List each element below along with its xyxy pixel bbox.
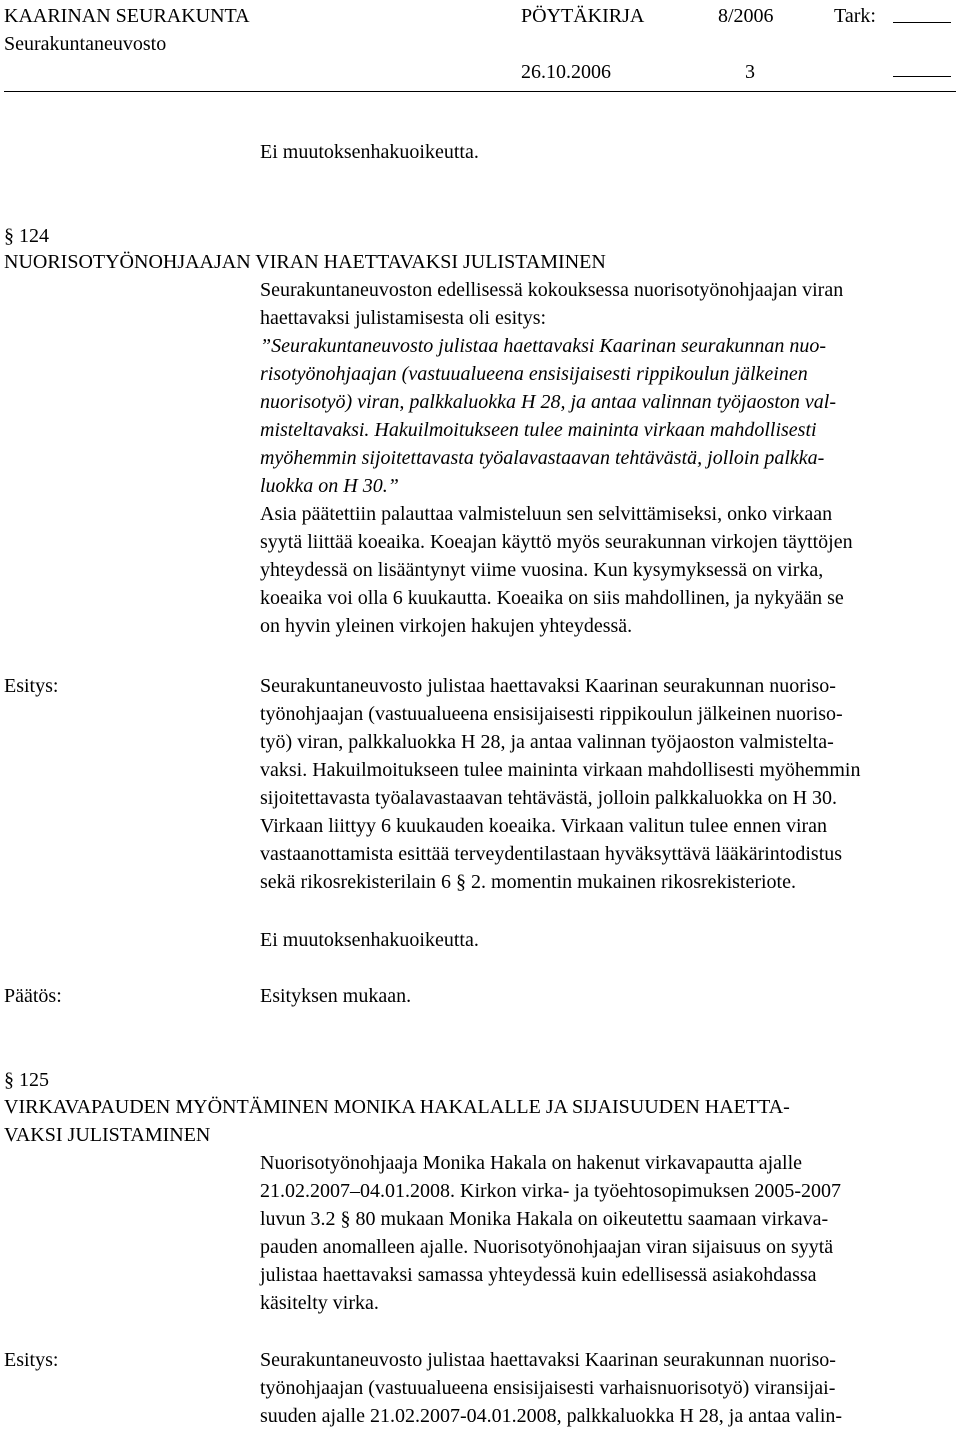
body-name: Seurakuntaneuvosto (4, 33, 167, 55)
text-line: ”Seurakuntaneuvosto julistaa haettavaksi Kaarinan seurakunnan nuo- (260, 335, 827, 357)
proposal-paragraph (260, 1346, 960, 1430)
text-line: Seurakuntaneuvosto julistaa haettavaksi Kaarinan seurakunnan nuoriso- (260, 1349, 836, 1371)
text-line: vastaanottamista esittää terveydentilastaan hyväksyttävä lääkärintodistus (260, 843, 843, 865)
no-appeal-note: Ei muutoksenhakuoikeutta. (260, 929, 479, 951)
no-appeal-note-top: Ei muutoksenhakuoikeutta. (260, 141, 479, 163)
check-label: Tark: (834, 5, 876, 27)
text-line: käsitelty virka. (260, 1292, 379, 1314)
text-line: koeaika voi olla 6 kuukautta. Koeaika on siis mahdollinen, ja nykyään se (260, 587, 844, 609)
text-line: sijoitettavasta työalavastaavan tehtävästä, jolloin palkkaluokka on H 30. (260, 787, 838, 809)
text-line: työnohjaajan (vastuualueena ensisijaisesti varhaisnuorisotyö) viransijai- (260, 1377, 836, 1399)
section-number: § 125 (4, 1069, 49, 1091)
text-line: Seurakuntaneuvoston edellisessä kokouksessa nuorisotyönohjaajan viran (260, 279, 844, 301)
text-line: luvun 3.2 § 80 mukaan Monika Hakala on oikeutettu saamaan virkava- (260, 1208, 829, 1230)
section-number: § 124 (4, 225, 49, 247)
document-number: 8/2006 (718, 5, 774, 27)
decision-text: Esityksen mukaan. (260, 985, 412, 1007)
proposal-label: Esitys: (4, 675, 59, 697)
text-line: suuden ajalle 21.02.2007-04.01.2008, palkkaluokka H 28, ja antaa valin- (260, 1405, 843, 1427)
intro-paragraph (260, 276, 960, 332)
organization-name: KAARINAN SEURAKUNTA (4, 5, 250, 27)
text-line: yhteydessä on lisääntynyt viime vuosina. Kun kysymyksessä on virka, (260, 559, 824, 581)
text-line: pauden anomalleen ajalle. Nuorisotyönohjaajan viran sijaisuus on syytä (260, 1236, 834, 1258)
text-line: Asia päätettiin palauttaa valmisteluun sen selvittämiseksi, onko virkaan (260, 503, 833, 525)
body-paragraph (260, 500, 960, 640)
section-title: NUORISOTYÖNOHJAAJAN VIRAN HAETTAVAKSI JULISTAMINEN (4, 251, 606, 273)
text-line: sekä rikosrekisterilain 6 § 2. momentin mukainen rikosrekisteriote. (260, 871, 796, 893)
text-line: Nuorisotyönohjaaja Monika Hakala on hakenut virkavapautta ajalle (260, 1152, 803, 1174)
quoted-proposal (260, 332, 960, 500)
section-title-line: VAKSI JULISTAMINEN (4, 1124, 211, 1146)
document-type: PÖYTÄKIRJA (521, 5, 645, 27)
page-number: 3 (745, 61, 755, 83)
intro-paragraph (260, 1149, 960, 1317)
text-line: Seurakuntaneuvosto julistaa haettavaksi Kaarinan seurakunnan nuoriso- (260, 675, 836, 697)
proposal-paragraph (260, 672, 960, 896)
text-line: nuorisotyö) viran, palkkaluokka H 28, ja antaa valinnan työjaoston val- (260, 391, 837, 413)
text-line: risotyönohjaajan (vastuualueena ensisijaisesti rippikoulun jälkeinen (260, 363, 808, 385)
text-line: myöhemmin sijoitettavasta työalavastaavan tehtävästä, jolloin palkka- (260, 447, 825, 469)
text-line: työnohjaajan (vastuualueena ensisijaisesti rippikoulun jälkeinen nuoriso- (260, 703, 843, 725)
text-line: julistaa haettavaksi samassa yhteydessä kuin edellisessä asiakohdassa (260, 1264, 817, 1286)
proposal-label: Esitys: (4, 1349, 59, 1371)
header-rule (4, 91, 956, 92)
page-blank-line (893, 76, 951, 77)
text-line: on hyvin yleinen virkojen hakujen yhteydessä. (260, 615, 633, 637)
text-line: työ) viran, palkkaluokka H 28, ja antaa valinnan työjaoston valmistelta- (260, 731, 834, 753)
section-title-line: VIRKAVAPAUDEN MYÖNTÄMINEN MONIKA HAKALALLE JA SIJAISUUDEN HAETTA- (4, 1096, 790, 1118)
text-line: syytä liittää koeaika. Koeajan käyttö myös seurakunnan virkojen täyttöjen (260, 531, 853, 553)
text-line: vaksi. Hakuilmoitukseen tulee maininta virkaan mahdollisesti myöhemmin (260, 759, 861, 781)
text-line: Virkaan liittyy 6 kuukauden koeaika. Virkaan valitun tulee ennen viran (260, 815, 828, 837)
text-line: haettavaksi julistamisesta oli esitys: (260, 307, 547, 329)
meeting-date: 26.10.2006 (521, 61, 611, 83)
decision-label: Päätös: (4, 985, 62, 1007)
check-blank-line (893, 22, 951, 23)
text-line: misteltavaksi. Hakuilmoitukseen tulee maininta virkaan mahdollisesti (260, 419, 817, 441)
text-line: luokka on H 30.” (260, 475, 399, 497)
text-line: 21.02.2007–04.01.2008. Kirkon virka- ja työehtosopimuksen 2005-2007 (260, 1180, 842, 1202)
